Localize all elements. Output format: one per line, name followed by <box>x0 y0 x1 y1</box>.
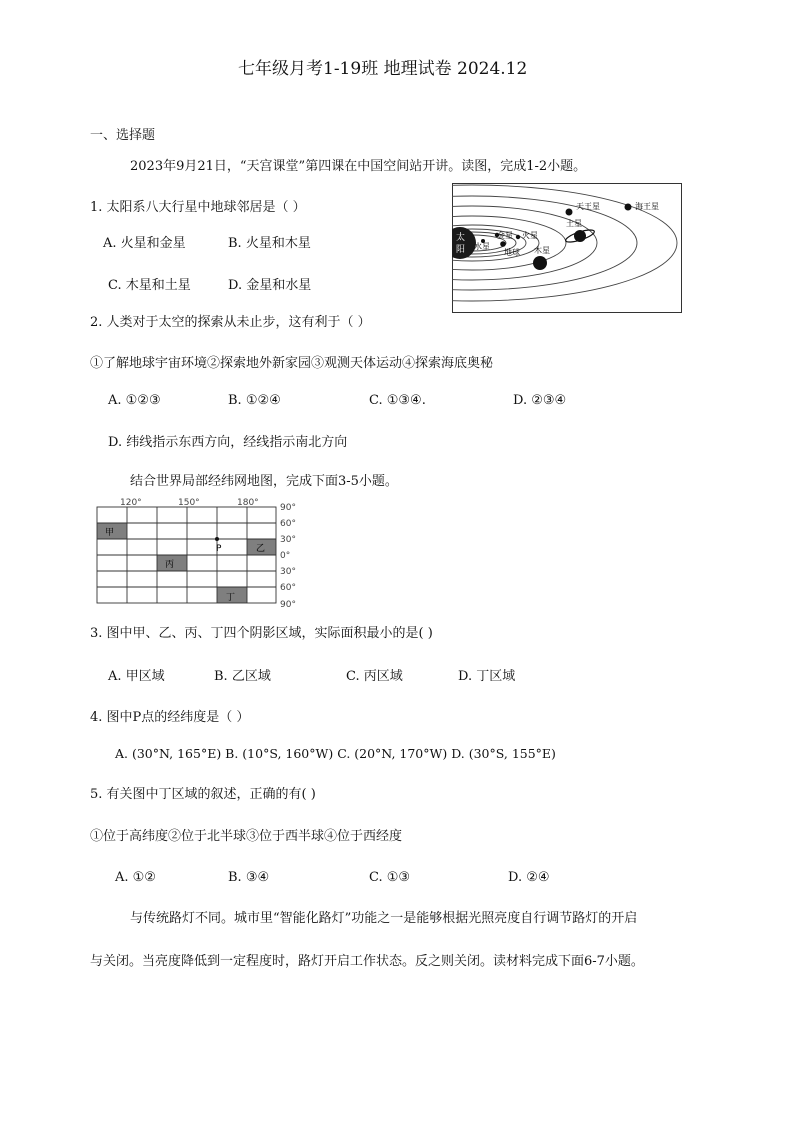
intro-text-3-5: 结合世界局部经纬网地图，完成下面3-5小题。 <box>130 474 398 489</box>
lat-long-grid-map <box>92 494 307 612</box>
label-jupiter: 木星 <box>534 246 550 255</box>
q3-option-d: D. 丁区域 <box>458 669 516 684</box>
page-title: 七年级月考1-19班 地理试卷 2024.12 <box>238 59 528 79</box>
planet-saturn <box>574 230 586 242</box>
q4-options: A. (30°N, 165°E) B. (10°S, 160°W) C. (20°N, 170°W) D. (30°S, 155°E) <box>115 746 556 761</box>
intro-text-1-2: 2023年9月21日，“天宫课堂”第四课在中国空间站开讲。读图，完成1-2小题。 <box>130 159 587 174</box>
q1-option-b: B. 火星和木星 <box>228 236 311 251</box>
planet-uranus <box>566 209 573 216</box>
passage-line-2: 与关闭。当亮度降低到一定程度时，路灯开启工作状态。反之则关闭。读材料完成下面6-7小题。 <box>90 954 644 969</box>
lon-label-150: 150° <box>178 498 200 508</box>
lat-label-0: 90° <box>280 503 296 513</box>
label-neptune: 海王星 <box>635 202 659 211</box>
label-earth: 地球 <box>504 248 520 257</box>
label-venus: 金星 <box>497 231 513 240</box>
lat-label-5: 60° <box>280 583 296 593</box>
region-bing-label: 丙 <box>165 560 175 570</box>
q3-option-a: A. 甲区域 <box>108 669 165 684</box>
point-p-label: P <box>216 544 222 554</box>
q2-extra-line: D. 纬线指示东西方向，经线指示南北方向 <box>108 435 348 450</box>
q2-option-a: A. ①②③ <box>108 393 161 408</box>
q1-option-a: A. 火星和金星 <box>103 236 186 251</box>
q4-stem: 4. 图中P点的经纬度是（ ） <box>90 710 250 725</box>
q2-option-c: C. ①③④. <box>369 393 426 408</box>
q2-option-d: D. ②③④ <box>513 393 567 408</box>
region-jia-label: 甲 <box>105 528 115 538</box>
passage-line-1: 与传统路灯不同。城市里“智能化路灯”功能之一是能够根据光照亮度自行调节路灯的开启 <box>130 911 638 926</box>
q1-stem: 1. 太阳系八大行星中地球邻居是（ ） <box>90 200 306 215</box>
lon-label-180: 180° <box>237 498 259 508</box>
lat-label-6: 90° <box>280 600 296 610</box>
label-mars: 火星 <box>522 231 538 240</box>
lat-label-1: 60° <box>280 519 296 529</box>
q5-option-c: C. ①③ <box>369 870 411 885</box>
q5-option-a: A. ①② <box>115 870 156 885</box>
sun-label-1: 太 <box>456 233 466 243</box>
lat-label-3: 0° <box>280 551 291 561</box>
label-mercury: 水星 <box>474 242 490 251</box>
q5-option-b: B. ③④ <box>228 870 270 885</box>
point-p <box>215 537 219 541</box>
q2-option-b: B. ①②④ <box>228 393 281 408</box>
q1-option-c: C. 木星和土星 <box>108 278 191 293</box>
q3-option-b: B. 乙区域 <box>214 669 271 684</box>
q5-option-d: D. ②④ <box>508 870 550 885</box>
lat-label-2: 30° <box>280 535 296 545</box>
q1-option-d: D. 金星和水星 <box>228 278 312 293</box>
q3-stem: 3. 图中甲、乙、丙、丁四个阴影区域，实际面积最小的是( ) <box>90 626 433 641</box>
q3-option-c: C. 丙区域 <box>346 669 403 684</box>
planet-jupiter <box>533 256 547 270</box>
section-heading: 一、选择题 <box>90 128 156 143</box>
label-saturn: 土星 <box>566 219 582 228</box>
q2-statements: ①了解地球宇宙环境②探索地外新家园③观测天体运动④探索海底奥秘 <box>90 356 494 371</box>
q5-stem: 5. 有关图中丁区域的叙述，正确的有( ) <box>90 787 316 802</box>
lat-label-4: 30° <box>280 567 296 577</box>
planet-neptune <box>625 204 632 211</box>
region-yi-label: 乙 <box>256 544 266 554</box>
planet-mars <box>516 235 520 239</box>
lon-label-120: 120° <box>120 498 142 508</box>
solar-system-figure <box>452 183 682 313</box>
q2-stem: 2. 人类对于太空的探索从未止步，这有利于（ ） <box>90 315 371 330</box>
planet-earth <box>500 241 506 247</box>
label-uranus: 天王星 <box>576 202 600 211</box>
sun-label-2: 阳 <box>456 245 466 255</box>
q5-statements: ①位于高纬度②位于北半球③位于西半球④位于西经度 <box>90 829 403 844</box>
region-ding-label: 丁 <box>226 593 236 603</box>
